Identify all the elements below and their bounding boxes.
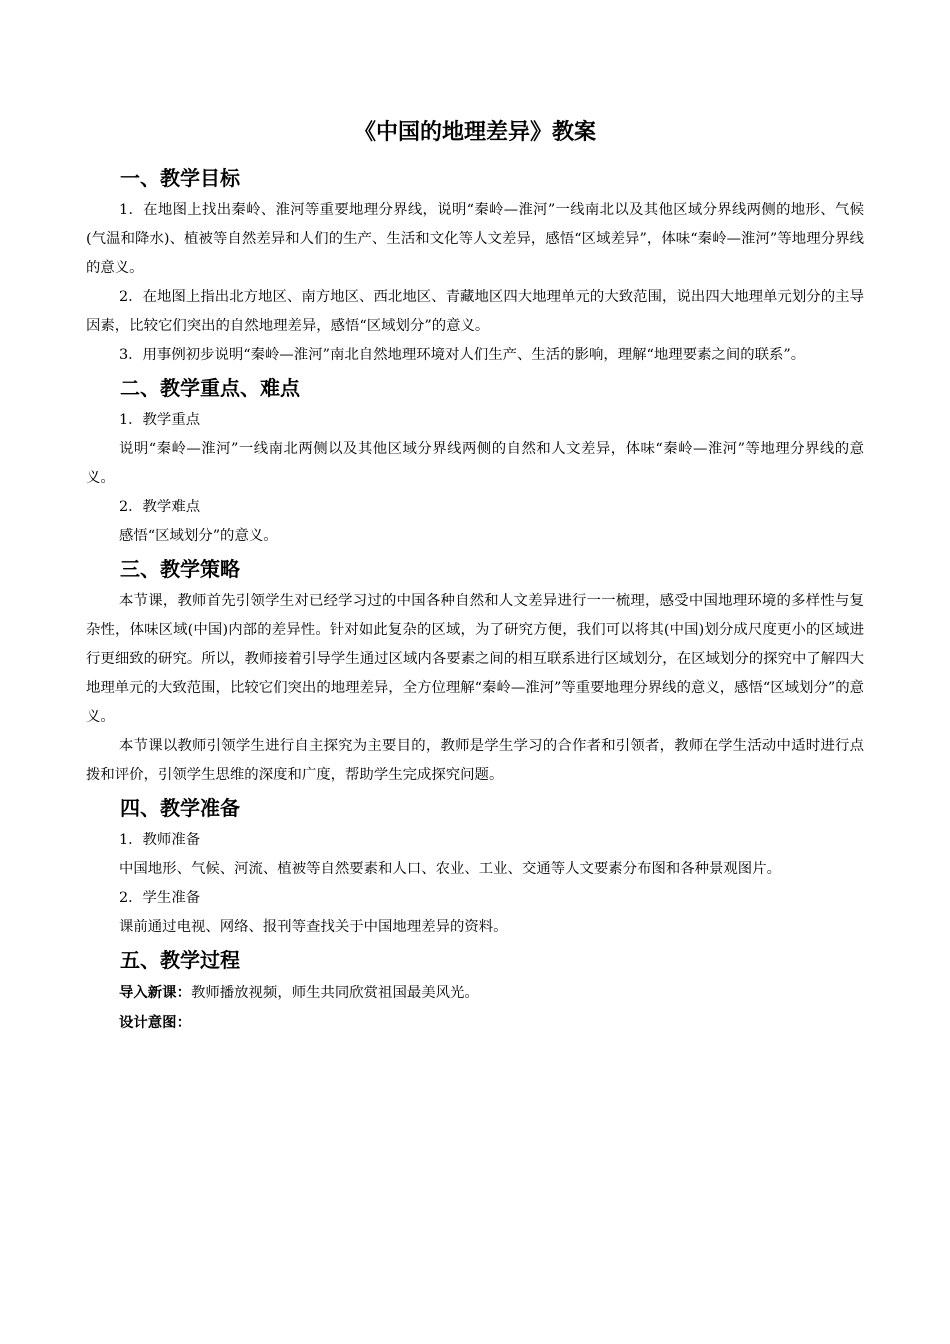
objective-paragraph: 2．在地图上指出北方地区、南方地区、西北地区、青藏地区四大地理单元的大致范围，说出四大地理单元划分的主导因素，比较它们突出的自然地理差异，感悟“区域划分”的意义。	[86, 289, 864, 334]
document-title: 《中国的地理差异》教案	[353, 119, 596, 145]
difficulty-text: 感悟“区域划分”的意义。	[119, 528, 278, 544]
design-intent-label: 设计意图：	[119, 1014, 191, 1031]
design-intent-line	[86, 1008, 864, 1038]
key-point-text: 说明“秦岭—淮河”一线南北两侧以及其他区域分界线两侧的自然和人文差异，体味“秦岭—淮河”等地理分界线的意义。	[86, 441, 864, 486]
strategy-paragraph: 本节课，教师首先引领学生对已经学习过的中国各种自然和人文差异进行一一梳理，感受中国地理环境的多样性与复杂性，体味区域(中国)内部的差异性。针对如此复杂的区域，为了研究方便，我们可以将其(中国)划分成尺度更小的区域进行更细致的研究。所以，教师接着引导学生通过区域内各要素之间的相互联系进行区域划分，在区域划分的探究中了解四大地理单元的大致范围，比较它们突出的地理差异，全方位理解“秦岭—淮河”等重要地理分界线的意义，感悟“区域划分”的意义。	[86, 593, 864, 725]
student-prep-text: 课前通过电视、网络、报刊等查找关于中国地理差异的资料。	[119, 919, 508, 935]
objective-paragraph: 3．用事例初步说明“秦岭—淮河”南北自然地理环境对人们生产、生活的影响，理解“地理要素之间的联系”。	[119, 347, 806, 363]
subheading-student-prep: 2．学生准备	[119, 890, 201, 906]
intro-line	[86, 978, 864, 1008]
section-teaching-process	[86, 942, 864, 1038]
objective-paragraph: 1．在地图上找出秦岭、淮河等重要地理分界线，说明“秦岭—淮河”一线南北以及其他区域分界线两侧的地形、气候(气温和降水)、植被等自然差异和人们的生产、生活和文化等人文差异，感悟“区域差异”，体味“秦岭—淮河”等地理分界线的意义。	[86, 202, 864, 276]
intro-text: 教师播放视频，师生共同欣赏祖国最美风光。	[190, 985, 479, 1001]
subheading-difficulty: 2．教学难点	[119, 499, 201, 515]
section-heading: 四、教学准备	[120, 796, 240, 820]
section-teaching-preparation	[86, 790, 864, 942]
section-heading: 三、教学策略	[120, 557, 240, 581]
section-heading: 二、教学重点、难点	[120, 376, 300, 400]
teacher-prep-text: 中国地形、气候、河流、植被等自然要素和人口、农业、工业、交通等人文要素分布图和各种景观图片。	[119, 861, 781, 877]
section-teaching-objectives	[86, 160, 864, 370]
section-heading: 一、教学目标	[120, 166, 240, 190]
section-heading: 五、教学过程	[120, 948, 240, 972]
subheading-key-point: 1．教学重点	[119, 412, 201, 428]
section-key-points	[86, 370, 864, 551]
section-teaching-strategy	[86, 551, 864, 790]
strategy-paragraph: 本节课以教师引领学生进行自主探究为主要目的，教师是学生学习的合作者和引领者，教师在学生活动中适时进行点拨和评价，引领学生思维的深度和广度，帮助学生完成探究问题。	[86, 738, 864, 783]
subheading-teacher-prep: 1．教师准备	[119, 832, 201, 848]
intro-label: 导入新课：	[119, 984, 191, 1001]
document-page	[86, 112, 864, 1038]
